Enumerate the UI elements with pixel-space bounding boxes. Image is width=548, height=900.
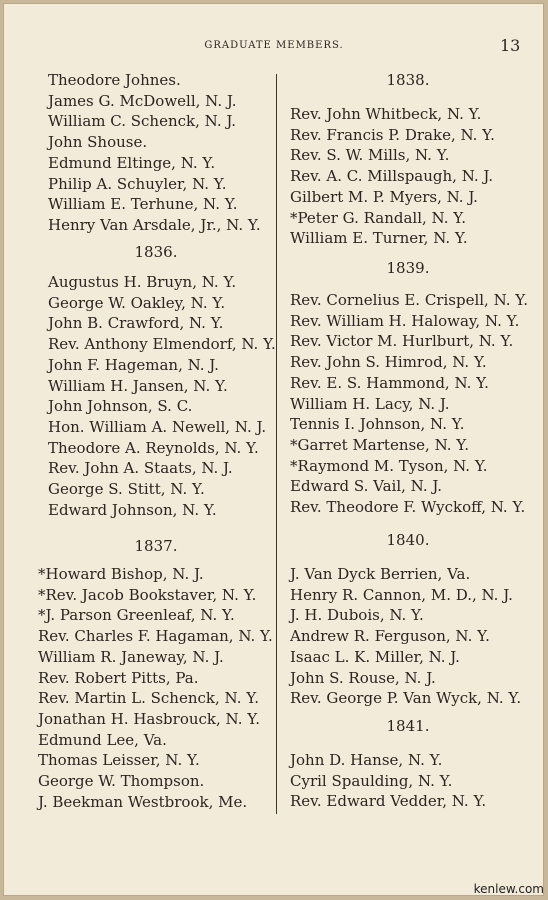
- page-number: 13: [500, 36, 521, 55]
- member-entry: Henry Van Arsdale, Jr., N. Y.: [48, 215, 261, 234]
- member-entry: *Raymond M. Tyson, N. Y.: [290, 456, 488, 475]
- year-heading: 1836.: [134, 243, 178, 261]
- member-entry: Rev. E. S. Hammond, N. Y.: [290, 373, 489, 392]
- member-entry: Hon. William A. Newell, N. J.: [48, 417, 267, 436]
- member-entry: John S. Rouse, N. J.: [290, 668, 436, 687]
- member-entry: Rev. S. W. Mills, N. Y.: [290, 146, 450, 165]
- member-entry: Rev. Victor M. Hurlburt, N. Y.: [290, 332, 514, 351]
- member-entry: Rev. Francis P. Drake, N. Y.: [290, 125, 495, 144]
- member-entry: *Howard Bishop, N. J.: [38, 565, 204, 583]
- watermark: kenlew.com: [473, 882, 544, 896]
- member-entry: Augustus H. Bruyn, N. Y.: [48, 273, 237, 291]
- member-entry: Henry R. Cannon, M. D., N. J.: [290, 585, 513, 604]
- member-entry: William R. Janeway, N. J.: [38, 647, 224, 666]
- member-entry: Rev. John S. Himrod, N. Y.: [290, 353, 487, 372]
- member-entry: Gilbert M. P. Myers, N. J.: [290, 187, 478, 206]
- member-entry: Andrew R. Ferguson, N. Y.: [290, 627, 490, 646]
- member-entry: Rev. Edward Vedder, N. Y.: [290, 792, 487, 811]
- member-entry: Rev. George P. Van Wyck, N. Y.: [290, 689, 522, 708]
- member-entry: Jonathan H. Hasbrouck, N. Y.: [38, 709, 260, 728]
- member-entry: Thomas Leisser, N. Y.: [38, 751, 200, 770]
- member-entry: *Rev. Jacob Bookstaver, N. Y.: [38, 585, 257, 604]
- member-entry: Rev. Robert Pitts, Pa.: [38, 668, 199, 687]
- year-heading: 1841.: [386, 717, 430, 735]
- member-entry: Cyril Spaulding, N. Y.: [290, 771, 453, 790]
- member-entry: *Garret Martense, N. Y.: [290, 435, 470, 454]
- member-entry: Theodore Johnes.: [48, 71, 181, 89]
- member-entry: Rev. Theodore F. Wyckoff, N. Y.: [290, 498, 526, 516]
- member-entry: Rev. Charles F. Hagaman, N. Y.: [38, 627, 273, 646]
- member-entry: Theodore A. Reynolds, N. Y.: [48, 438, 259, 457]
- member-entry: Tennis I. Johnson, N. Y.: [290, 415, 465, 434]
- member-entry: John D. Hanse, N. Y.: [290, 751, 443, 769]
- member-entry: John Johnson, S. C.: [48, 397, 193, 416]
- member-entry: Edmund Lee, Va.: [38, 730, 167, 749]
- member-entry: Rev. Cornelius E. Crispell, N. Y.: [290, 291, 529, 309]
- member-entry: Rev. John A. Staats, N. J.: [48, 459, 233, 478]
- member-entry: Isaac L. K. Miller, N. J.: [290, 647, 460, 666]
- member-entry: Rev. William H. Haloway, N. Y.: [290, 311, 520, 330]
- member-entry: George S. Stitt, N. Y.: [48, 480, 205, 498]
- member-entry: Rev. Martin L. Schenck, N. Y.: [38, 689, 259, 708]
- year-heading: 1838.: [386, 71, 430, 89]
- member-entry: William E. Terhune, N. Y.: [48, 195, 238, 214]
- member-entry: George W. Thompson.: [38, 772, 205, 790]
- member-entry: J. Van Dyck Berrien, Va.: [290, 565, 471, 583]
- year-heading: 1840.: [386, 531, 430, 549]
- member-entry: J. H. Dubois, N. Y.: [290, 606, 424, 625]
- member-entry: Edward S. Vail, N. J.: [290, 477, 442, 496]
- member-entry: William H. Jansen, N. Y.: [48, 376, 228, 395]
- column-divider: [276, 74, 277, 814]
- member-entry: John F. Hageman, N. J.: [48, 355, 219, 374]
- year-heading: 1837.: [134, 537, 178, 555]
- member-entry: Edmund Eltinge, N. Y.: [48, 153, 216, 172]
- member-entry: *J. Parson Greenleaf, N. Y.: [38, 606, 235, 625]
- member-entry: Rev. John Whitbeck, N. Y.: [290, 105, 482, 123]
- member-entry: Rev. Anthony Elmendorf, N. Y.: [48, 335, 276, 354]
- member-entry: Rev. A. C. Millspaugh, N. J.: [290, 167, 494, 186]
- member-entry: William C. Schenck, N. J.: [48, 112, 236, 131]
- member-entry: William H. Lacy, N. J.: [290, 394, 450, 413]
- member-entry: John B. Crawford, N. Y.: [48, 314, 224, 333]
- member-entry: John Shouse.: [48, 133, 148, 152]
- running-header: GRADUATE MEMBERS.: [204, 40, 344, 51]
- member-entry: William E. Turner, N. Y.: [290, 229, 468, 248]
- member-entry: James G. McDowell, N. J.: [48, 91, 237, 110]
- member-entry: George W. Oakley, N. Y.: [48, 293, 226, 312]
- member-entry: J. Beekman Westbrook, Me.: [38, 792, 248, 811]
- member-entry: *Peter G. Randall, N. Y.: [290, 208, 466, 227]
- member-entry: Philip A. Schuyler, N. Y.: [48, 174, 227, 193]
- year-heading: 1839.: [386, 259, 430, 277]
- member-entry: Edward Johnson, N. Y.: [48, 500, 217, 519]
